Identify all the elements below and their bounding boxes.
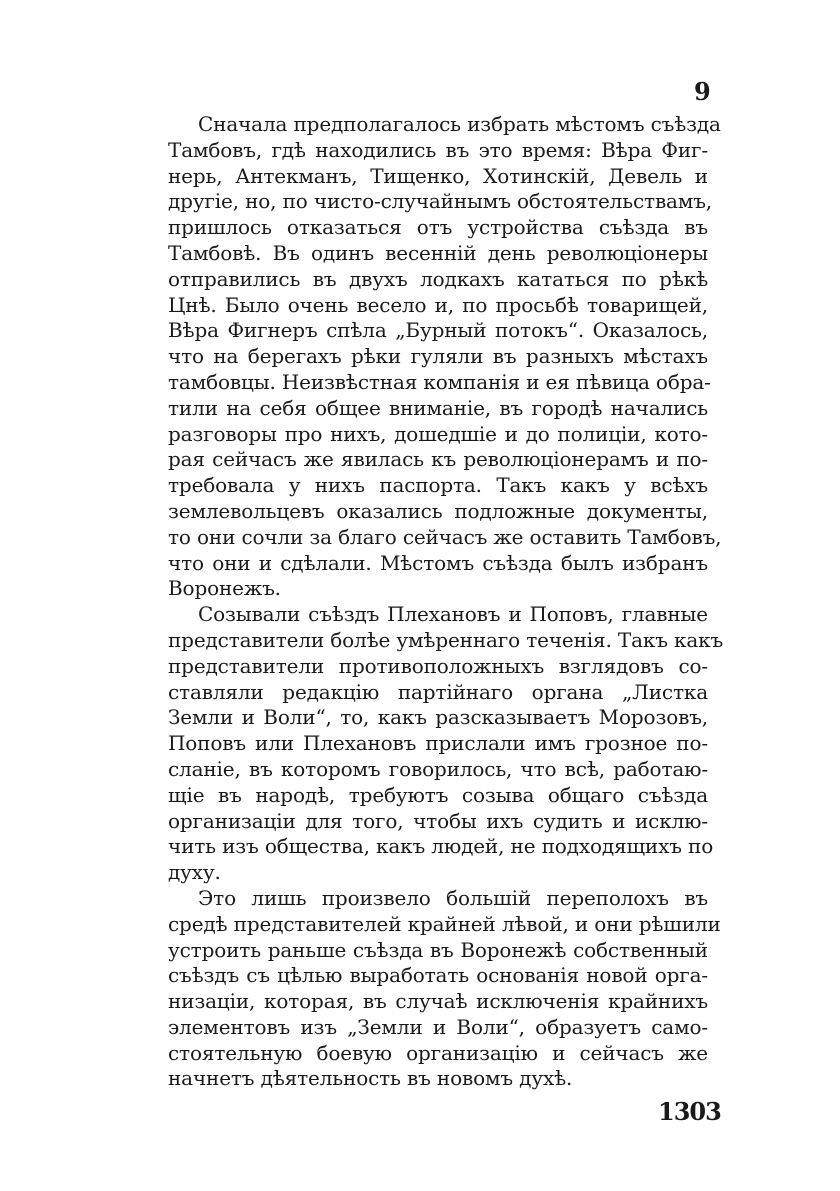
text-line: Воронежъ. — [168, 576, 281, 601]
body-text — [168, 112, 724, 1092]
text-line: что на берегахъ рѣки гуляли въ разныхъ мѣстахъ — [168, 344, 708, 369]
text-line: Сначала предполагалось избрать мѣстомъ съѣзда — [198, 112, 721, 136]
text-line: Земли и Воли“, то, какъ разсказываетъ Морозовъ, — [168, 705, 708, 730]
text-line: низаціи, которая, въ случаѣ исключенія крайнихъ — [168, 989, 708, 1014]
text-line: элементовъ изъ „Земли и Воли“, образуетъ само- — [168, 1014, 708, 1039]
text-line: требовала у нихъ паспорта. Такъ какъ у всѣхъ — [168, 473, 708, 498]
text-line: щіе въ народѣ, требуютъ созыва общаго съѣзда — [168, 782, 708, 807]
text-line: Цнѣ. Было очень весело и, по просьбѣ товарищей, — [168, 292, 708, 317]
page-number: 9 — [694, 77, 711, 106]
text-line: тамбовцы. Неизвѣстная компанія и ея пѣвица обра- — [168, 369, 711, 394]
text-line: Это лишь произвело большій переполохъ въ — [198, 885, 708, 910]
text-line: Вѣра Фигнеръ спѣла „Бурный потокъ“. Оказалось, — [168, 318, 708, 343]
text-line: ставляли редакцію партійнаго органа „Листка — [168, 679, 708, 704]
text-line: рая сейчасъ же явилась къ революціонерамъ и по- — [168, 447, 708, 472]
text-line: другіе, но, по чисто-случайнымъ обстоятельствамъ, — [168, 189, 713, 214]
text-line: чить изъ общества, какъ людей, не подходящихъ по — [168, 834, 714, 859]
text-line: землевольцевъ оказались подложные документы, — [168, 498, 708, 523]
text-line: устроить раньше съѣзда въ Воронежѣ собственный — [168, 937, 708, 962]
text-line: духу. — [168, 860, 221, 885]
text-line: стоятельную боевую организацію и сейчасъ же — [168, 1040, 708, 1065]
text-line: сланіе, въ которомъ говорилось, что всѣ, работаю- — [168, 756, 708, 781]
text-line: представители противоположныхъ взглядовъ со- — [168, 653, 708, 678]
paragraph-1 — [168, 112, 722, 602]
text-line: Созывали съѣздъ Плехановъ и Поповъ, главные — [198, 602, 708, 627]
paragraph-2 — [168, 602, 724, 886]
text-line: то они сочли за благо сейчасъ же оставить Тамбовъ, — [168, 524, 722, 549]
text-line: представители болѣе умѣреннаго теченія. Такъ какъ — [168, 627, 724, 652]
text-line: отправились въ двухъ лодкахъ кататься по рѣкѣ — [168, 266, 708, 291]
text-line: средѣ представителей крайней лѣвой, и они рѣшили — [168, 911, 721, 936]
text-line: тили на себя общее вниманіе, въ городѣ начались — [168, 395, 708, 420]
paragraph-3 — [168, 885, 721, 1092]
text-line: Поповъ или Плехановъ прислали имъ грозное по- — [168, 731, 708, 756]
text-line: начнетъ дѣятельность въ новомъ духѣ. — [168, 1066, 573, 1091]
text-line: пришлось отказаться отъ устройства съѣзда въ — [168, 215, 708, 240]
text-line: что они и сдѣлали. Мѣстомъ съѣзда былъ избранъ — [168, 550, 708, 575]
text-line: Тамбовѣ. Въ одинъ весенній день революціонеры — [168, 240, 708, 265]
text-line: организаціи для того, чтобы ихъ судить и исклю- — [168, 808, 708, 833]
text-line: Тамбовъ, гдѣ находились въ это время: Вѣра Фиг- — [168, 137, 708, 162]
signature-mark: 1303 — [658, 1097, 721, 1126]
text-line: нерь, Антекманъ, Тищенко, Хотинскій, Девель и — [168, 163, 708, 188]
text-line: съѣздъ съ цѣлью выработать основанія новой орга- — [168, 963, 708, 988]
text-line: разговоры про нихъ, дошедшіе и до полиціи, кото- — [168, 421, 708, 446]
